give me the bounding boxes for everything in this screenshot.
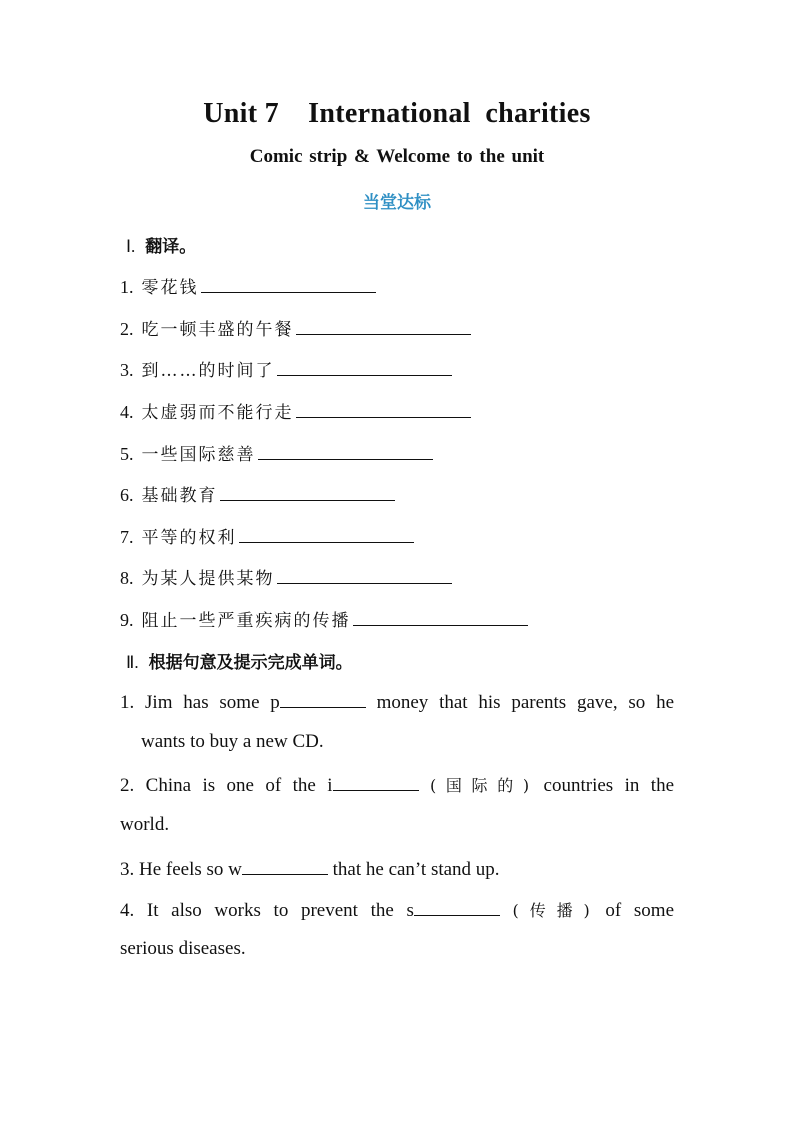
item-number: 7.	[120, 527, 134, 547]
question-2-line-1	[120, 772, 674, 797]
translation-item-5	[120, 440, 433, 465]
question-2-blank[interactable]	[333, 772, 419, 791]
question-2-line-2: world.	[120, 814, 170, 835]
question-1-end: money that his parents gave, so he	[365, 692, 675, 713]
item-number: 2.	[120, 319, 134, 339]
item-number: 6.	[120, 485, 134, 505]
item-text: 到……的时间了	[141, 361, 275, 381]
section-tag: 当堂达标	[363, 193, 431, 213]
answer-blank[interactable]	[258, 441, 433, 460]
answer-blank[interactable]	[277, 565, 452, 584]
translation-item-6	[120, 481, 395, 506]
item-number: 1.	[120, 277, 134, 297]
item-text: 基础教育	[141, 486, 218, 506]
item-text: 零花钱	[141, 278, 199, 298]
translation-item-7	[120, 523, 414, 548]
answer-blank[interactable]	[201, 274, 376, 293]
question-2-hint: (国际的)	[429, 776, 533, 795]
question-1-line-1	[120, 689, 674, 714]
section-1-number: Ⅰ.	[126, 237, 136, 256]
translation-item-3	[120, 356, 452, 381]
question-4-start: 4. It also works to prevent the s	[120, 900, 414, 921]
item-text: 阻止一些严重疾病的传播	[141, 611, 351, 631]
question-1-line-2: wants to buy a new CD.	[141, 731, 324, 752]
question-4-line-1	[120, 897, 674, 922]
answer-blank[interactable]	[277, 357, 452, 376]
question-2-end: countries in the	[532, 775, 675, 796]
translation-item-1	[120, 273, 376, 298]
item-text: 太虚弱而不能行走	[141, 403, 294, 423]
item-text: 为某人提供某物	[141, 569, 275, 589]
section-2-number: Ⅱ.	[126, 653, 139, 672]
page-subtitle: Comic strip & Welcome to the unit	[249, 146, 545, 167]
translation-item-4	[120, 398, 471, 423]
answer-blank[interactable]	[220, 482, 395, 501]
translation-item-2	[120, 315, 471, 340]
item-text: 一些国际慈善	[141, 445, 256, 465]
item-number: 9.	[120, 610, 134, 630]
section-1-heading	[126, 232, 196, 257]
question-4-end: of some	[592, 900, 675, 921]
question-4-hint: (传播)	[512, 901, 593, 920]
question-1-start: 1. Jim has some p	[120, 692, 280, 713]
question-3-start: 3. He feels so w	[120, 859, 242, 880]
section-2-title: 根据句意及提示完成单词。	[148, 653, 353, 673]
question-1-blank[interactable]	[280, 689, 366, 708]
answer-blank[interactable]	[296, 399, 471, 418]
item-number: 8.	[120, 568, 134, 588]
question-3-line-1	[120, 856, 674, 881]
answer-blank[interactable]	[239, 524, 414, 543]
item-text: 吃一顿丰盛的午餐	[141, 320, 294, 340]
question-2-start: 2. China is one of the i	[120, 775, 333, 796]
item-number: 3.	[120, 360, 134, 380]
translation-item-8	[120, 564, 452, 589]
item-number: 5.	[120, 444, 134, 464]
item-text: 平等的权利	[141, 528, 237, 548]
section-1-title: 翻译。	[145, 237, 197, 257]
answer-blank[interactable]	[296, 316, 471, 335]
page-title: Unit 7 International charities	[203, 98, 591, 129]
item-number: 4.	[120, 402, 134, 422]
section-2-heading	[126, 648, 353, 673]
question-3-blank[interactable]	[242, 856, 328, 875]
answer-blank[interactable]	[353, 607, 528, 626]
question-3-end: that he can’t stand up.	[327, 859, 500, 880]
question-4-line-2: serious diseases.	[120, 938, 246, 959]
question-4-blank[interactable]	[414, 897, 500, 916]
translation-item-9	[120, 606, 528, 631]
